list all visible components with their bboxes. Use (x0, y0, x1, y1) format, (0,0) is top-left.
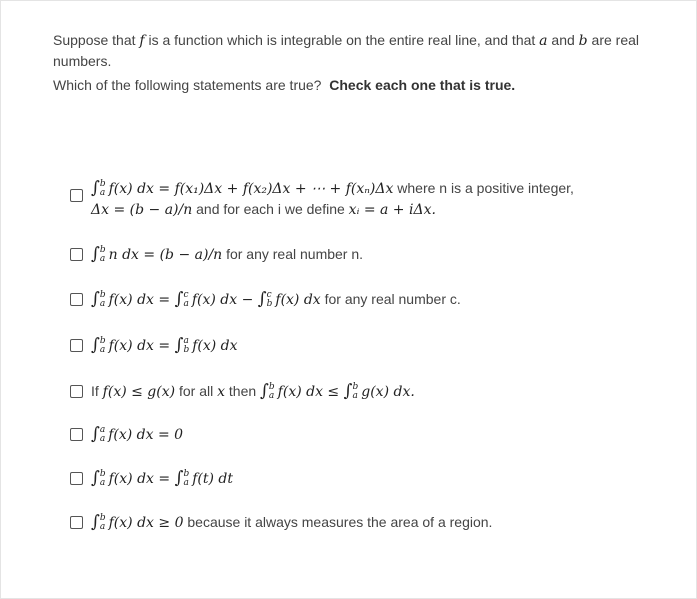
option-8-label: ∫ b a f(x) dx ≥ 0 because it always measures the area of a region. (91, 512, 493, 532)
question-text: Which of the following statements are true? Check each one that is true. (53, 77, 516, 93)
option-2-checkbox[interactable] (70, 248, 83, 261)
option-4-label: ∫ b a f(x) dx = ∫ a b f(x) dx (91, 335, 238, 355)
option-2-label: ∫ b a n dx = (b − a)/n for any real number n. (91, 244, 364, 264)
option-1-label: ∫ b a f(x) dx = f(x₁)Δx + f(x₂)Δx + ⋯ + f(xₙ)Δx where n is a positive integer, Δx = (b − a)/n and for each i we define xᵢ = a + iΔx. (91, 178, 574, 218)
option-6 (70, 424, 680, 445)
option-1-checkbox[interactable] (70, 189, 83, 202)
option-4-checkbox[interactable] (70, 339, 83, 352)
option-3-label: ∫ b a f(x) dx = ∫ c a f(x) dx − ∫ c b f(x) dx for any real number c. (91, 289, 461, 309)
option-7-label: ∫ b a f(x) dx = ∫ b a f(t) dt (91, 468, 233, 488)
option-7-checkbox[interactable] (70, 472, 83, 485)
option-8-checkbox[interactable] (70, 516, 83, 529)
option-4 (70, 335, 680, 356)
option-2 (70, 244, 680, 265)
problem-intro (53, 30, 663, 95)
instruction-text: Check each one that is true. (329, 77, 516, 93)
option-8 (70, 512, 680, 533)
option-3-checkbox[interactable] (70, 293, 83, 306)
option-7 (70, 468, 680, 489)
option-6-label: ∫ a a f(x) dx = 0 (91, 424, 184, 444)
option-6-checkbox[interactable] (70, 428, 83, 441)
option-1 (70, 178, 680, 220)
option-5 (70, 381, 680, 402)
problem-statement: Suppose that f is a function which is integrable on the entire real line, and that a and b are real numbers. (53, 32, 639, 69)
option-3 (70, 289, 680, 310)
option-5-label: If f(x) ≤ g(x) for all x then ∫ b a f(x) dx ≤ ∫ b a g(x) dx. (91, 381, 415, 401)
option-5-checkbox[interactable] (70, 385, 83, 398)
